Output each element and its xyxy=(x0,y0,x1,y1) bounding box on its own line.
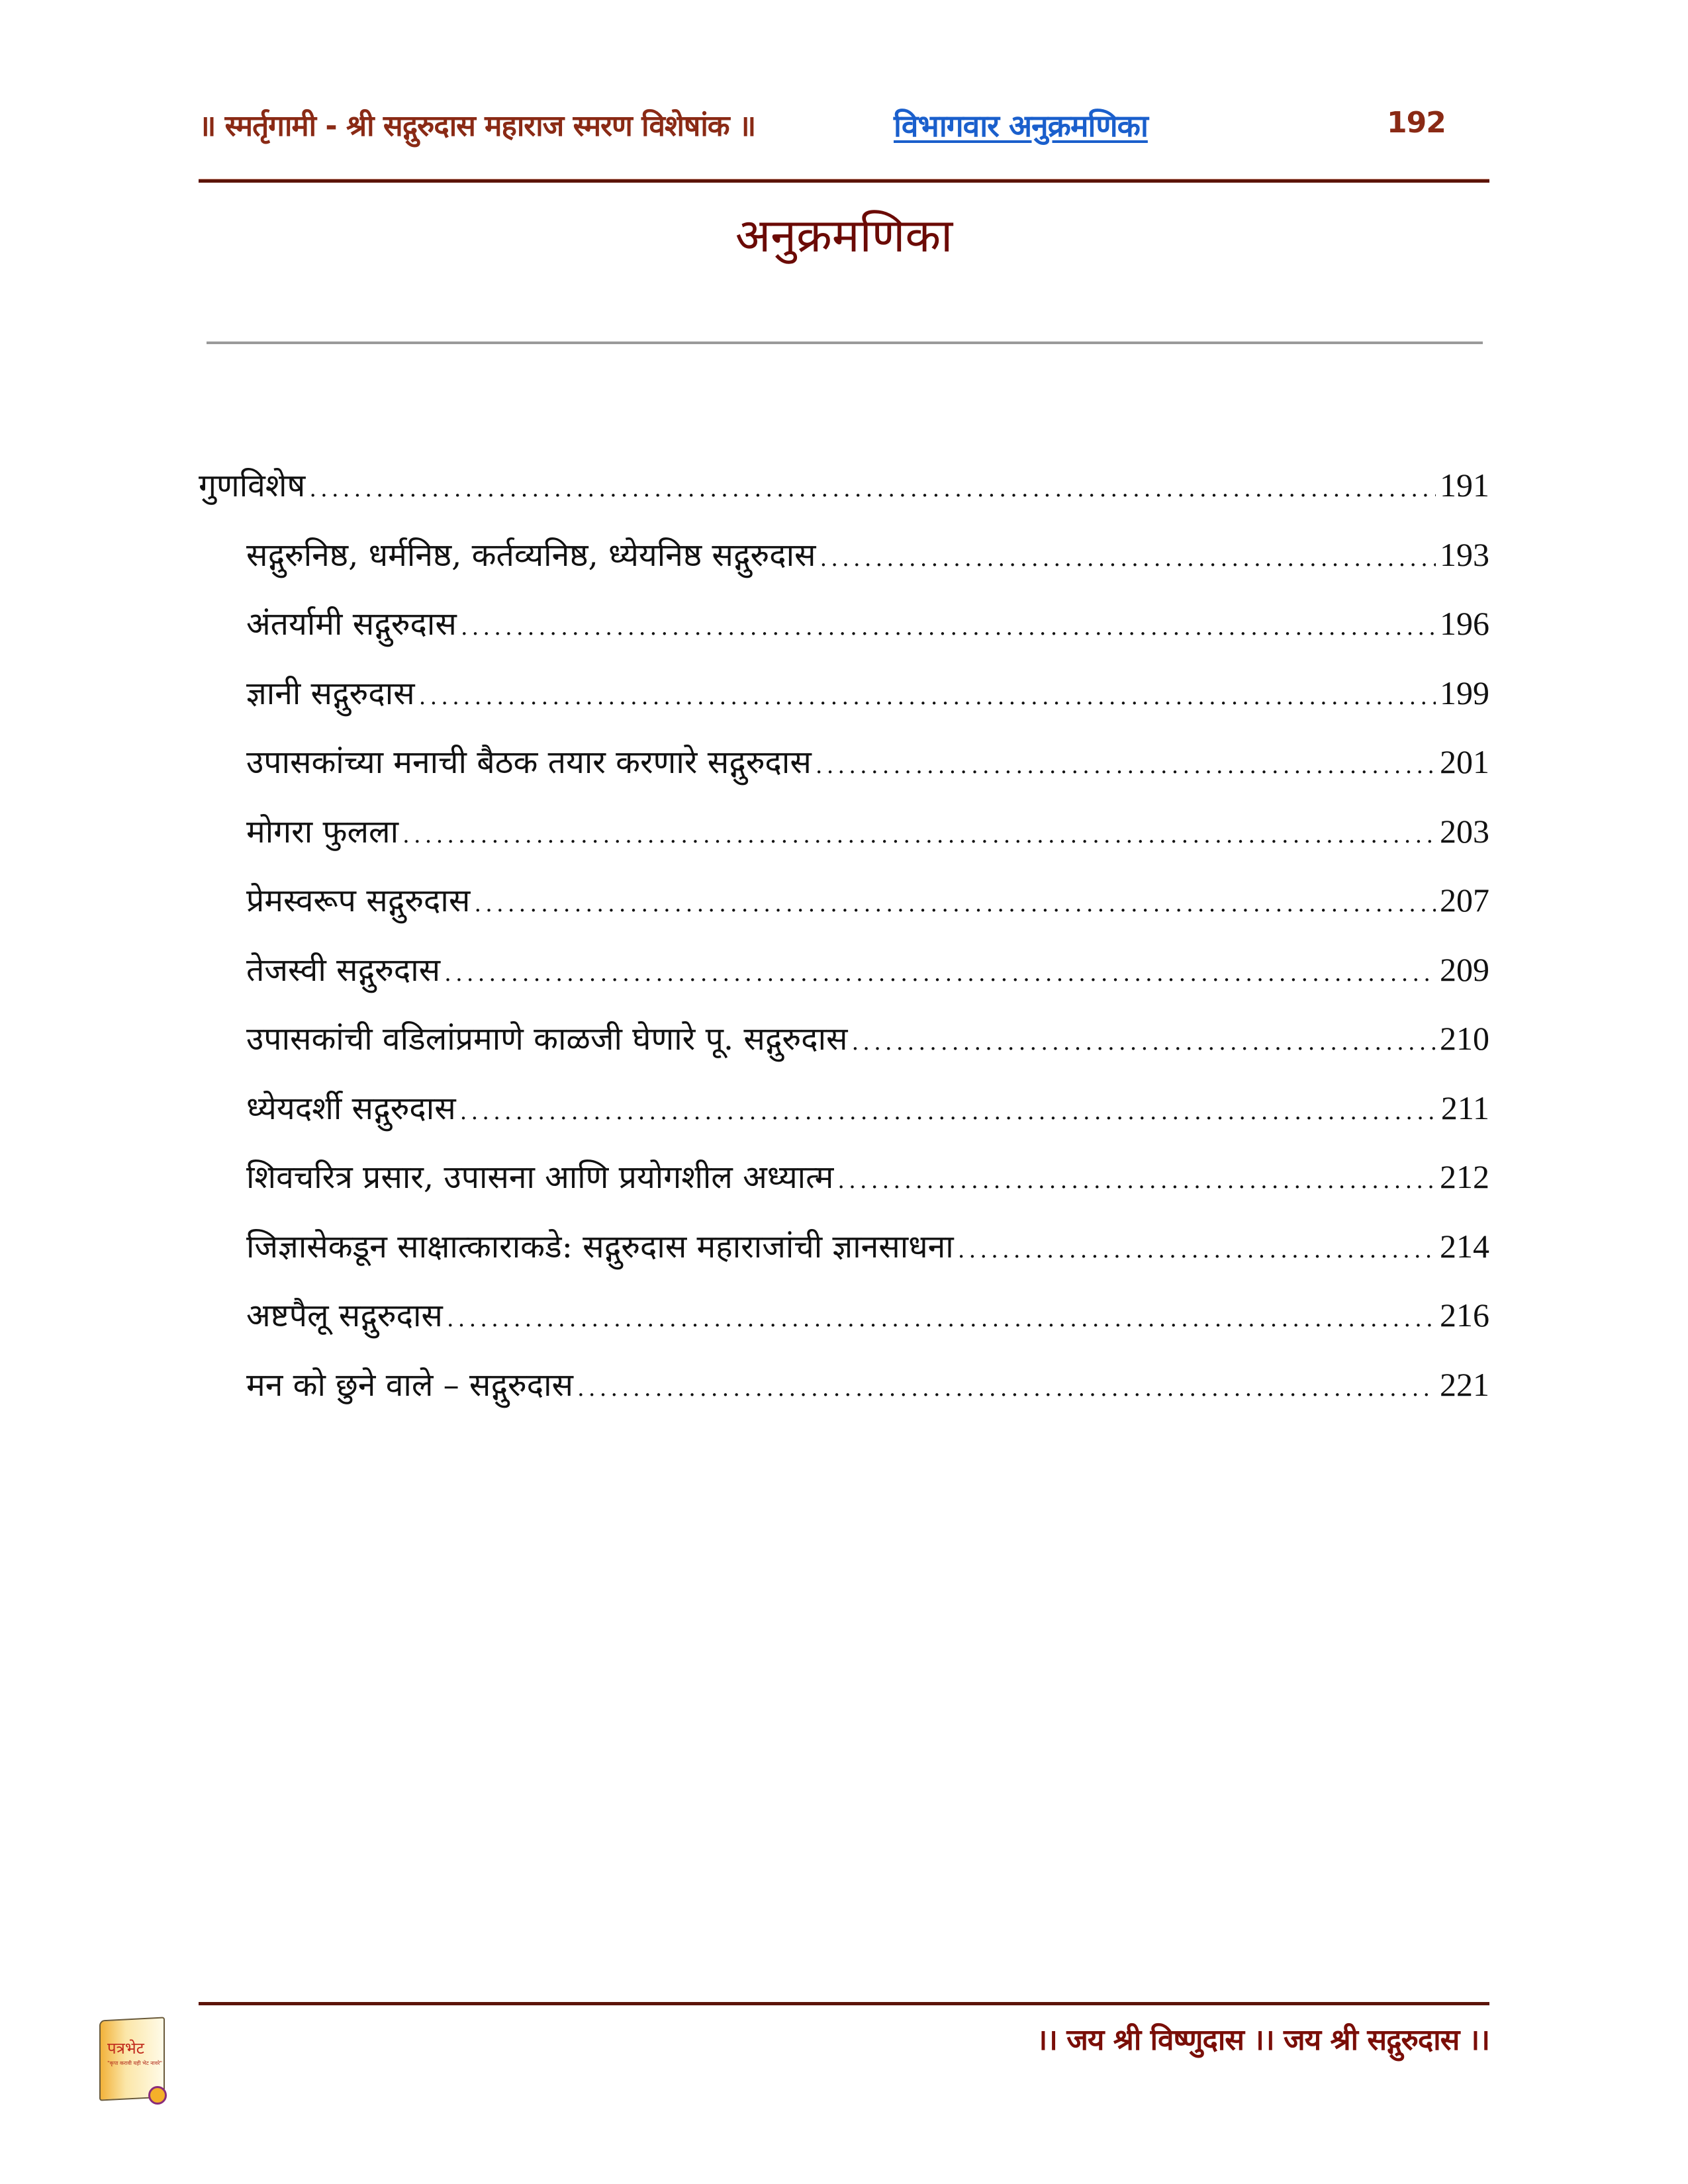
dot-leader xyxy=(474,891,1436,917)
toc-entry-page: 211 xyxy=(1440,1089,1489,1126)
toc-entry-title: शिवचरित्र प्रसार, उपासना आणि प्रयोगशील अध्यात्म xyxy=(246,1159,834,1196)
dot-leader xyxy=(461,614,1436,641)
toc-entry[interactable] xyxy=(199,1293,1489,1363)
toc-entry-title: ज्ञानी सद्गुरुदास xyxy=(246,674,415,712)
logo-title: पत्रभेट xyxy=(107,2039,144,2058)
footer-text: ।। जय श्री विष्णुदास ।। जय श्री सद्गुरुदास ।। xyxy=(1036,2023,1489,2057)
toc-entry-page: 193 xyxy=(1440,535,1489,573)
toc-entry[interactable] xyxy=(199,740,1489,809)
toc-entry-page: 209 xyxy=(1440,950,1489,988)
page-number: 192 xyxy=(1387,106,1446,140)
toc-entry[interactable] xyxy=(199,533,1489,602)
patrabhet-logo xyxy=(93,2012,172,2105)
page-header xyxy=(199,99,1489,152)
toc-entry-title: तेजस्वी सद्गुरुदास xyxy=(246,951,441,989)
toc-entry-title: अंतर्यामी सद्गुरुदास xyxy=(246,606,457,643)
dot-leader xyxy=(820,545,1436,572)
ribbon-icon xyxy=(148,2086,167,2105)
toc-entry[interactable] xyxy=(199,878,1489,948)
logo-tagline: "कृपा करावी यही भेट नावरे" xyxy=(107,2060,163,2066)
toc-entry-title: अष्टपैलू सद्गुरुदास xyxy=(246,1297,443,1334)
toc-entry-page: 210 xyxy=(1440,1020,1489,1057)
dot-leader xyxy=(958,1237,1436,1263)
toc-entry-page: 203 xyxy=(1440,812,1489,850)
toc-entry[interactable] xyxy=(199,1155,1489,1224)
toc-entry-page: 196 xyxy=(1440,605,1489,642)
toc-entry-title: मन को छुने वाले – सद्गुरुदास xyxy=(246,1366,573,1404)
title-divider xyxy=(207,341,1483,344)
toc-entry-page: 214 xyxy=(1440,1227,1489,1265)
page-title: अनुक्रमणिका xyxy=(735,208,953,263)
toc-entry-title: मोगरा फुलला xyxy=(246,813,399,850)
toc-entry-title: गुणविशेष xyxy=(199,467,306,504)
toc-entry-title: सद्गुरुनिष्ठ, धर्मनिष्ठ, कर्तव्यनिष्ठ, ध्येयनिष्ठ सद्गुरुदास xyxy=(246,536,816,574)
toc-entry[interactable] xyxy=(199,1086,1489,1156)
toc-entry[interactable] xyxy=(199,602,1489,671)
dot-leader xyxy=(577,1375,1436,1402)
header-divider xyxy=(199,179,1489,183)
running-title: ॥ स्मर्तृगामी - श्री सद्गुरुदास महाराज स्मरण विशेषांक ॥ xyxy=(199,109,756,143)
section-index-link[interactable]: विभागवार अनुक्रमणिका xyxy=(894,108,1148,144)
dot-leader xyxy=(816,752,1436,779)
table-of-contents xyxy=(199,463,1489,1432)
toc-entry[interactable] xyxy=(199,1224,1489,1294)
toc-entry[interactable] xyxy=(199,1017,1489,1086)
toc-entry-page: 216 xyxy=(1440,1297,1489,1334)
toc-entry[interactable] xyxy=(199,671,1489,741)
dot-leader xyxy=(851,1029,1436,1056)
toc-entry-page: 221 xyxy=(1440,1365,1489,1403)
dot-leader xyxy=(444,960,1436,987)
toc-entry-title: ध्येयदर्शी सद्गुरुदास xyxy=(246,1089,456,1127)
toc-entry[interactable] xyxy=(199,948,1489,1017)
dot-leader xyxy=(837,1167,1436,1194)
dot-leader xyxy=(447,1306,1436,1332)
toc-entry-page: 199 xyxy=(1440,674,1489,711)
toc-entry-title: प्रेमस्वरूप सद्गुरुदास xyxy=(246,882,471,919)
dot-leader xyxy=(309,476,1436,502)
toc-entry-title: जिज्ञासेकडून साक्षात्काराकडे: सद्गुरुदास महाराजांची ज्ञानसाधना xyxy=(246,1228,954,1265)
dot-leader xyxy=(402,822,1436,848)
toc-entry[interactable] xyxy=(199,1363,1489,1432)
toc-entry-title: उपासकांची वडिलांप्रमाणे काळजी घेणारे पू. सद्गुरुदास xyxy=(246,1021,848,1058)
toc-entry-page: 201 xyxy=(1440,743,1489,780)
toc-entry[interactable] xyxy=(199,463,1489,533)
toc-entry-page: 191 xyxy=(1440,467,1489,504)
footer-divider xyxy=(199,2002,1489,2005)
dot-leader xyxy=(419,684,1436,710)
dot-leader xyxy=(460,1099,1437,1125)
toc-entry-page: 207 xyxy=(1440,882,1489,919)
toc-entry-title: उपासकांच्या मनाची बैठक तयार करणारे सद्गुरुदास xyxy=(246,744,812,781)
toc-entry-page: 212 xyxy=(1440,1158,1489,1195)
toc-entry[interactable] xyxy=(199,809,1489,879)
